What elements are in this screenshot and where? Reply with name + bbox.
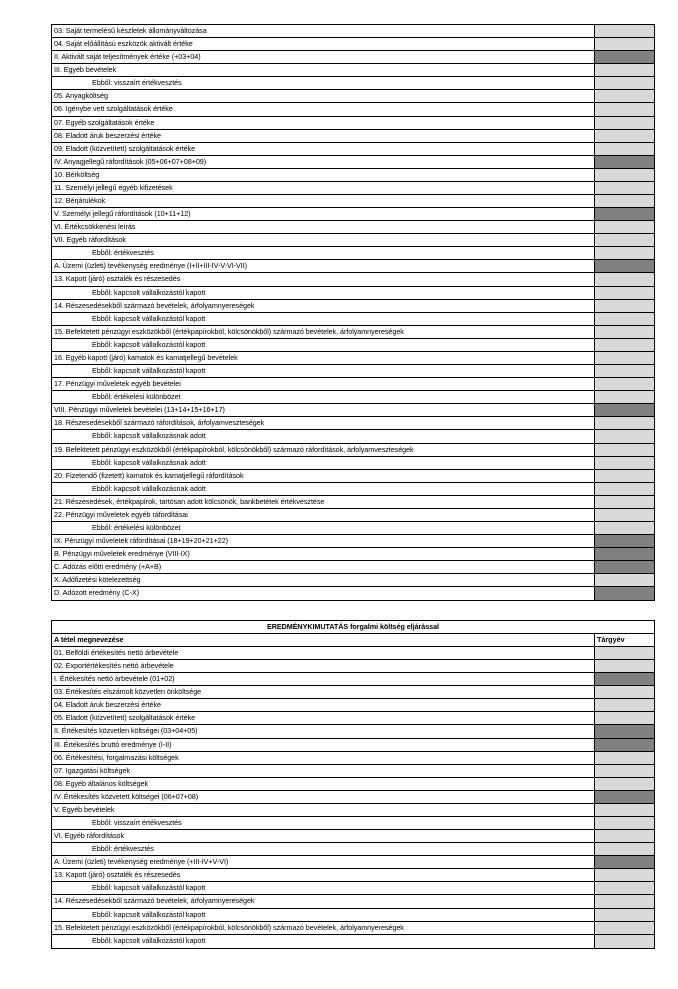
table-row [52, 260, 654, 273]
value-cell[interactable] [594, 587, 654, 600]
item-label: 15. Befektetett pénzügyi eszközökből (értékpapírokból, kölcsönökből) származó bevételek, árfolyamnyereségek [54, 326, 404, 336]
value-cell[interactable] [594, 25, 654, 37]
item-label: 10. Bérköltség [54, 169, 100, 179]
item-label: 08. Egyéb általános költségek [54, 778, 149, 788]
value-cell[interactable] [594, 496, 654, 508]
value-cell[interactable] [594, 300, 654, 312]
item-label: 06. Igénybe vett szolgáltatások értéke [54, 104, 173, 114]
table-row [52, 686, 654, 699]
item-label: 16. Egyéb kapott (járó) kamatok és kamatjellegű bevételek [54, 352, 238, 362]
value-cell[interactable] [594, 103, 654, 115]
table-row [52, 660, 654, 673]
sub-item-label: Ebből: kapcsolt vállalkozásnak adott [92, 457, 206, 467]
item-label: 06. Értékesítési, forgalmazási költségek [54, 752, 179, 762]
table-row [52, 143, 654, 156]
sub-item-label: Ebből: kapcsolt vállalkozástól kapott [92, 909, 206, 919]
item-label: 04. Eladott áruk beszerzési értéke [54, 700, 161, 710]
sub-item-label: Ebből: kapcsolt vállalkozástól kapott [92, 287, 206, 297]
item-label: B. Pénzügyi műveletek eredménye (VIII-IX) [54, 549, 190, 559]
table-row [52, 430, 654, 443]
item-label: X. Adófizetési kötelezettség [54, 575, 141, 585]
table-row [52, 38, 654, 51]
value-cell[interactable] [594, 660, 654, 672]
value-cell[interactable] [594, 830, 654, 842]
value-cell[interactable] [594, 909, 654, 921]
item-label: 05. Anyagköltség [54, 91, 108, 101]
item-label: IV. Értékesítés közvetett költségei (06+07+08) [54, 791, 199, 801]
item-label: 14. Részesedésekből származó bevételek, árfolyamnyereségek [54, 896, 255, 906]
item-label: A. Üzemi (üzleti) tevékenység eredménye (I+II+III-IV-V-VI-VII) [54, 261, 248, 271]
item-label: V. Egyéb bevételek [54, 804, 115, 814]
item-label: 12. Bérjárulékok [54, 196, 106, 206]
item-label: 21. Részesedések, értékpapírok, tartósan adott kölcsönök, bankbetétek értékvesztése [54, 496, 325, 506]
table-row [52, 587, 654, 600]
table-row [52, 417, 654, 430]
table-row [52, 25, 654, 38]
value-cell[interactable] [594, 90, 654, 102]
item-label: C. Adózás előtti eredmény (+A+B) [54, 562, 162, 572]
value-cell[interactable] [594, 208, 654, 220]
table-row [52, 496, 654, 509]
value-cell[interactable] [594, 273, 654, 285]
table-row [52, 535, 654, 548]
table-row [52, 221, 654, 234]
value-cell[interactable] [594, 574, 654, 586]
table-row [52, 404, 654, 417]
table-row [52, 273, 654, 286]
item-label: 07. Egyéb szolgáltatások értéke [54, 117, 155, 127]
table-row [52, 548, 654, 561]
value-cell[interactable] [594, 38, 654, 50]
table-row [52, 561, 654, 574]
item-label: IX. Pénzügyi műveletek ráfordításai (18+19+20+21+22) [54, 536, 229, 546]
table-row [52, 725, 654, 738]
value-cell[interactable] [594, 195, 654, 207]
table-row [52, 470, 654, 483]
table-row [52, 574, 654, 587]
item-label: D. Adózott eredmény (C-X) [54, 588, 140, 598]
table-header-row [52, 634, 654, 647]
table-row [52, 882, 654, 895]
value-cell[interactable] [594, 313, 654, 325]
table-row [52, 313, 654, 326]
item-label: 17. Pénzügyi műveletek egyéb bevételei [54, 379, 181, 389]
value-cell[interactable] [594, 143, 654, 155]
value-cell[interactable] [594, 882, 654, 894]
value-cell[interactable] [594, 535, 654, 547]
value-cell[interactable] [594, 778, 654, 790]
sub-item-label: Ebből: értékelési különbözet [92, 392, 181, 402]
value-cell[interactable] [594, 417, 654, 429]
item-label: 05. Eladott (közvetített) szolgáltatások értéke [54, 713, 196, 723]
table-row [52, 483, 654, 496]
table-row [52, 712, 654, 725]
table-row [52, 169, 654, 182]
item-label: 03. Értékesítés elszámolt közvetlen önköltsége [54, 687, 202, 697]
table-row [52, 804, 654, 817]
item-label: 13. Kapott (járó) osztalék és részesedés [54, 870, 181, 880]
sub-item-label: Ebből: értékvesztés [92, 844, 154, 854]
value-cell[interactable] [594, 352, 654, 364]
value-cell[interactable] [594, 712, 654, 724]
table-title-row [52, 621, 654, 634]
value-cell[interactable] [594, 169, 654, 181]
item-label: 18. Részesedésekből származó ráfordítások, árfolyamveszteségek [54, 418, 265, 428]
item-label: 14. Részesedésekből származó bevételek, árfolyamnyereségek [54, 300, 255, 310]
item-label: III. Egyéb bevételek [54, 65, 117, 75]
item-label: IV. Anyagjellegű ráfordítások (05+06+07+08+09) [54, 156, 207, 166]
sub-item-label: Ebből: kapcsolt vállalkozástól kapott [92, 883, 206, 893]
value-cell[interactable] [594, 64, 654, 76]
table-row [52, 51, 654, 64]
table-row [52, 117, 654, 130]
item-label: II. Aktivált saját teljesítmények értéke (+03+04) [54, 52, 201, 62]
value-cell[interactable] [594, 457, 654, 469]
sub-item-label: Ebből: visszaírt értékvesztés [92, 818, 182, 828]
value-cell[interactable] [594, 182, 654, 194]
value-cell[interactable] [594, 260, 654, 272]
value-cell[interactable] [594, 895, 654, 907]
value-cell[interactable] [594, 234, 654, 246]
value-cell[interactable] [594, 156, 654, 168]
table-row [52, 391, 654, 404]
value-cell[interactable] [594, 725, 654, 737]
table-row [52, 869, 654, 882]
table-row [52, 339, 654, 352]
value-cell[interactable] [594, 739, 654, 751]
table-row [52, 287, 654, 300]
table-row [52, 326, 654, 339]
item-label: 07. Igazgatási költségek [54, 765, 130, 775]
value-cell[interactable] [594, 522, 654, 534]
value-cell[interactable] [594, 791, 654, 803]
item-label: 09. Eladott (közvetített) szolgáltatások értéke [54, 143, 196, 153]
table-row [52, 752, 654, 765]
sub-item-label: Ebből: kapcsolt vállalkozástól kapott [92, 366, 206, 376]
value-cell[interactable] [594, 673, 654, 685]
table-row [52, 130, 654, 143]
table-row [52, 647, 654, 660]
value-cell[interactable] [594, 922, 654, 934]
value-cell[interactable] [594, 391, 654, 403]
item-label: II. Értékesítés közvetlen költségei (03+04+05) [54, 726, 198, 736]
item-label: 08. Eladott áruk beszerzési értéke [54, 130, 161, 140]
value-cell[interactable] [594, 339, 654, 351]
sub-item-label: Ebből: kapcsolt vállalkozástól kapott [92, 339, 206, 349]
table-row [52, 673, 654, 686]
value-cell[interactable] [594, 430, 654, 442]
table-row [52, 909, 654, 922]
sub-item-label: Ebből: kapcsolt vállalkozástól kapott [92, 313, 206, 323]
item-label: VIII. Pénzügyi műveletek bevételei (13+14+15+16+17) [54, 405, 225, 415]
table-row [52, 77, 654, 90]
value-cell[interactable] [594, 561, 654, 573]
table-row [52, 895, 654, 908]
table-row [52, 182, 654, 195]
item-label: III. Értékesítés bruttó eredménye (I-II) [54, 739, 172, 749]
income-statement-table-cost-of-sales [51, 620, 655, 949]
item-label: V. Személyi jellegű ráfordítások (10+11+12) [54, 209, 191, 219]
value-cell[interactable] [594, 483, 654, 495]
item-label: 19. Befektetett pénzügyi eszközökből (értékpapírokból, kölcsönökből) származó ráfordítások, árfolyamveszteségek [54, 444, 414, 454]
table-row [52, 156, 654, 169]
item-label: 22. Pénzügyi műveletek egyéb ráfordításai [54, 509, 188, 519]
current-year-header: Tárgyév [594, 634, 654, 646]
table-row [52, 830, 654, 843]
table-row [52, 234, 654, 247]
item-label: VI. Értékcsökkenési leírás [54, 222, 136, 232]
table-row [52, 817, 654, 830]
table-row [52, 699, 654, 712]
value-cell[interactable] [594, 817, 654, 829]
table-title: EREDMÉNYKIMUTATÁS forgalmi költség eljárással [266, 622, 440, 631]
income-statement-table-total-cost [51, 24, 655, 601]
value-cell[interactable] [594, 804, 654, 816]
table-row [52, 778, 654, 791]
value-cell[interactable] [594, 51, 654, 63]
table-row [52, 843, 654, 856]
value-cell[interactable] [594, 647, 654, 659]
table-row [52, 444, 654, 457]
item-label: VII. Egyéb ráfordítások [54, 235, 126, 245]
sub-item-label: Ebből: visszaírt értékvesztés [92, 78, 182, 88]
value-cell[interactable] [594, 117, 654, 129]
item-label: 04. Saját előállítású eszközök aktivált értéke [54, 39, 193, 49]
table-row [52, 856, 654, 869]
value-cell[interactable] [594, 548, 654, 560]
value-cell[interactable] [594, 287, 654, 299]
item-label: A. Üzemi (üzleti) tevékenység eredménye (+III-IV+V-VI) [54, 857, 229, 867]
value-cell[interactable] [594, 444, 654, 456]
table-row [52, 352, 654, 365]
value-cell[interactable] [594, 247, 654, 259]
value-cell[interactable] [594, 686, 654, 698]
sub-item-label: Ebből: értékelési különbözet [92, 522, 181, 532]
value-cell[interactable] [594, 130, 654, 142]
sub-item-label: Ebből: kapcsolt vállalkozástól kapott [92, 935, 206, 945]
table-row [52, 522, 654, 535]
table-row [52, 90, 654, 103]
table-row [52, 935, 654, 948]
value-cell[interactable] [594, 470, 654, 482]
sub-item-label: Ebből: értékvesztés [92, 248, 154, 258]
item-label: 11. Személyi jellegű egyéb kifizetések [54, 182, 173, 192]
value-cell[interactable] [594, 765, 654, 777]
item-label: 20. Fizetendő (fizetett) kamatok és kamatjellegű ráfordítások [54, 470, 244, 480]
table-row [52, 208, 654, 221]
sub-item-label: Ebből: kapcsolt vállalkozásnak adott [92, 431, 206, 441]
value-cell[interactable] [594, 221, 654, 233]
value-cell[interactable] [594, 843, 654, 855]
table-row [52, 922, 654, 935]
item-name-header: A tétel megnevezése [54, 635, 124, 644]
table-row [52, 378, 654, 391]
table-row [52, 365, 654, 378]
value-cell[interactable] [594, 699, 654, 711]
item-label: 13. Kapott (járó) osztalék és részesedés [54, 274, 181, 284]
value-cell[interactable] [594, 326, 654, 338]
value-cell[interactable] [594, 404, 654, 416]
item-label: VI. Egyéb ráfordítások [54, 831, 125, 841]
table-row [52, 509, 654, 522]
value-cell[interactable] [594, 378, 654, 390]
table-row [52, 300, 654, 313]
table-row [52, 739, 654, 752]
value-cell[interactable] [594, 509, 654, 521]
table-row [52, 457, 654, 470]
item-label: 02. Exportértékesítés nettó árbevétele [54, 661, 174, 671]
item-label: 15. Befektetett pénzügyi eszközökből (értékpapírokból, kölcsönökből) származó bevételek, árfolyamnyereségek [54, 922, 404, 932]
value-cell[interactable] [594, 365, 654, 377]
value-cell[interactable] [594, 752, 654, 764]
sub-item-label: Ebből: kapcsolt vállalkozásnak adott [92, 483, 206, 493]
value-cell[interactable] [594, 869, 654, 881]
value-cell[interactable] [594, 935, 654, 948]
table-row [52, 103, 654, 116]
item-label: 01. Belföldi értékesítés nettó árbevétele [54, 648, 179, 657]
table-row [52, 791, 654, 804]
item-label: 03. Saját termelésű készletek állományváltozása [54, 26, 207, 35]
table-row [52, 195, 654, 208]
table-row [52, 64, 654, 77]
table-row [52, 247, 654, 260]
item-label: I. Értékesítés nettó árbevétele (01+02) [54, 674, 175, 684]
value-cell[interactable] [594, 77, 654, 89]
table-row [52, 765, 654, 778]
value-cell[interactable] [594, 856, 654, 868]
